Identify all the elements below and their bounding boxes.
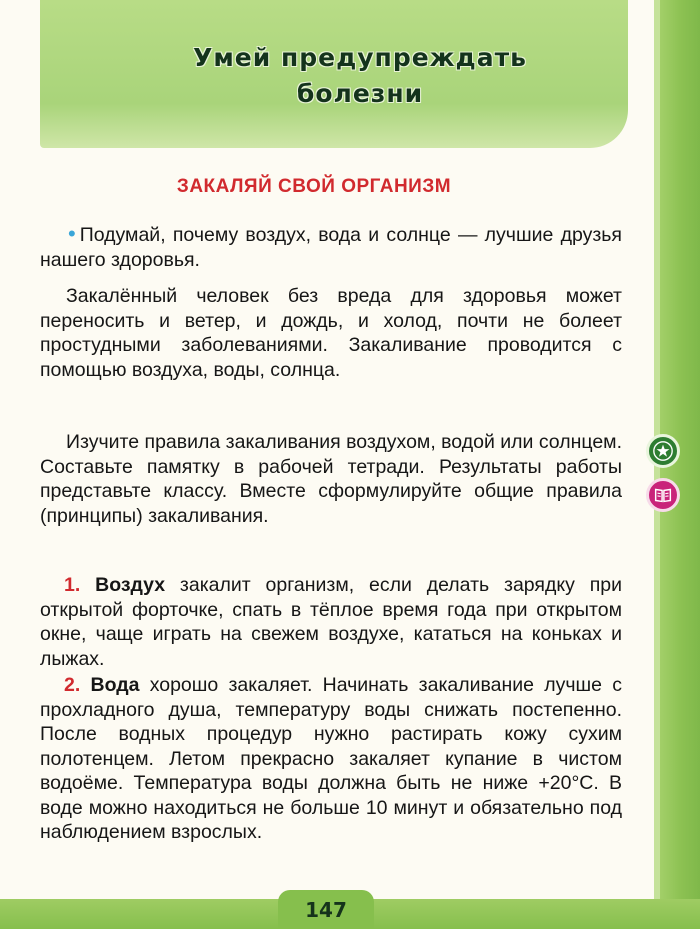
margin-icons	[646, 434, 686, 512]
bullet-icon: •	[68, 221, 76, 246]
banner-title-line1: Умей предупреждать	[193, 43, 527, 72]
banner-title-line2: болезни	[296, 79, 424, 108]
banner-title	[140, 40, 580, 112]
rule-water	[40, 673, 622, 845]
chapter-banner	[40, 0, 628, 148]
rule-keyword: Вода	[90, 674, 140, 696]
star-badge-icon	[646, 434, 680, 468]
rule-text: хорошо закаляет. Начинать закаливание лучше с прохладного душа, температуру воды снижать постепенно. После водных процедур нужно растирать кожу сухим полотенцем. Летом прекрасно закаляет купание в чистом водоёме. Температура воды должна быть не ниже +20°С. В воде можно находиться не больше 10 минут и обязательно под наблюдением взрослых.	[40, 674, 622, 843]
question-text: Подумай, почему воздух, вода и солнце — лучшие друзья нашего здоровья.	[40, 224, 622, 271]
section-heading: ЗАКАЛЯЙ СВОЙ ОРГАНИЗМ	[176, 176, 452, 197]
rule-number: 1.	[64, 574, 81, 596]
rule-number: 2.	[64, 674, 81, 696]
rule-keyword: Воздух	[95, 574, 166, 596]
book-icon	[646, 478, 680, 512]
intro-text: Закалённый человек без вреда для здоровья может переносить и ветер, и дождь, и холод, почти не болеет простудными заболеваниями. Закаливание проводится с помощью воздуха, воды, солнца.	[40, 285, 622, 381]
task-text: Изучите правила закаливания воздухом, водой или солнцем. Составьте памятку в рабочей тетради. Результаты работы представьте классу. Вместе сформулируйте общие правила (принципы) закаливания.	[40, 431, 622, 527]
rule-air	[40, 573, 622, 671]
task-paragraph	[40, 430, 622, 528]
page-number: 147	[305, 898, 347, 922]
intro-paragraph	[40, 284, 622, 382]
rule-text: закалит организм, если делать зарядку при открытой форточке, спать в тёплое время года при открытом окне, чаще играть на свежем воздухе, кататься на коньках и лыжах.	[40, 574, 623, 670]
question-paragraph	[40, 222, 622, 272]
